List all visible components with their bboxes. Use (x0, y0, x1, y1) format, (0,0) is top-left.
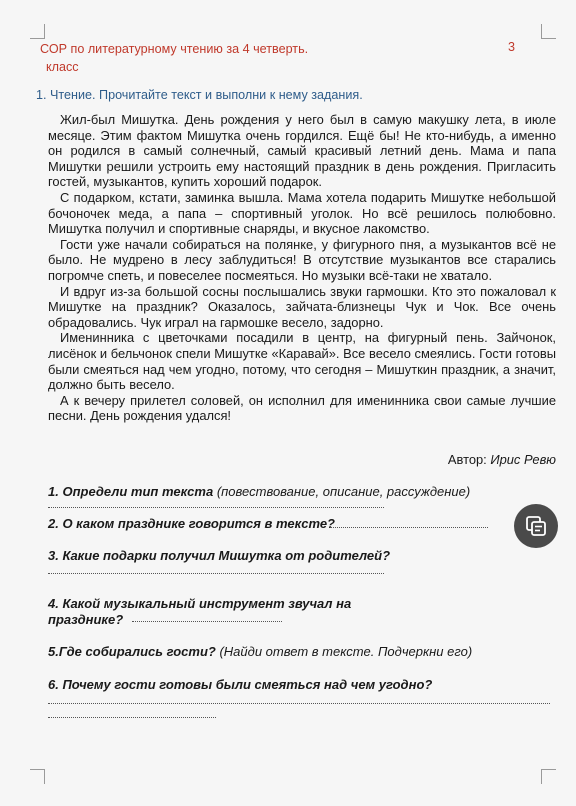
question-1-text: 1. Определи тип текста (48, 484, 214, 499)
answer-line-6a (48, 702, 550, 704)
answer-line-1 (48, 506, 384, 508)
question-4 (48, 596, 351, 628)
question-4-text-line-1: 4. Какой музыкальный инструмент звучал на (48, 596, 352, 611)
crop-mark-top-right (541, 24, 556, 39)
copy-text-button[interactable] (514, 504, 558, 548)
crop-mark-top-left (30, 24, 45, 39)
document-title (40, 40, 480, 76)
answer-line-4 (132, 620, 282, 622)
question-5-text: 5.Где собирались гости? (48, 644, 216, 659)
question-4-text-line-2: празднике? (48, 612, 124, 627)
question-1-hint: (повествование, описание, рассуждение) (216, 484, 471, 499)
author-name: Ирис Ревю (490, 452, 556, 467)
answer-line-3 (48, 572, 384, 574)
question-5 (48, 644, 472, 660)
crop-mark-bottom-right (541, 769, 556, 784)
question-3 (48, 548, 390, 564)
paragraph: Жил-был Мишутка. День рождения у него был в самую макушку лета, в июле месяце. Этим фактом Мишутка очень гордился. Ещё бы! Не кто-нибудь, а именно он родился в самый солнечный, самый красивый летний день. Мама и папа Мишутки решили устроить ему настоящий праздник в день рождения. Пригласить гостей, музыкантов, купить хороший подарок. (48, 112, 556, 190)
question-2-text: 2. О каком празднике говорится в тексте? (48, 516, 335, 531)
title-line-1: СОР по литературному чтению за 4 четверть. (40, 42, 309, 56)
question-6-text: 6. Почему гости готовы были смеяться над чем угодно? (48, 677, 433, 692)
question-2 (48, 516, 335, 532)
question-6 (48, 677, 432, 693)
answer-line-2 (330, 526, 488, 528)
question-5-hint: (Найди ответ в тексте. Подчеркни его) (219, 644, 473, 659)
answer-line-6b (48, 716, 216, 718)
author-line (448, 452, 556, 467)
author-label: Автор: (447, 452, 487, 467)
crop-mark-bottom-left (30, 769, 45, 784)
section-title: 1. Чтение. Прочитайте текст и выполни к нему задания. (36, 88, 363, 102)
reading-text (48, 112, 556, 424)
question-3-text: 3. Какие подарки получил Мишутка от родителей? (48, 548, 391, 563)
paragraph: Именинника с цветочками посадили в центр, на фигурный пень. Зайчонок, лисёнок и бельчонок спели Мишутке «Каравай». Все весело смеялись. Гости готовы были смеяться над чем угодно, потому, что сегодня – Мишуткин праздник, а значит, должно быть весело. (48, 330, 556, 393)
question-1 (48, 484, 470, 500)
paragraph: Гости уже начали собираться на полянке, у фигурного пня, а музыкантов всё не было. Не мудрено в лесу заблудиться! В отсутствие музыкантов все старались погромче спеть, и повеселее посмеяться. Но музыки всё-таки не хватало. (48, 236, 556, 283)
paragraph: И вдруг из-за большой сосны послышались звуки гармошки. Кто это пожаловал к Мишутке на праздник? Оказалось, зайчата-близнецы Чук и Чок. Все очень обрадовались. Чук играл на гармошке весело, задорно. (48, 283, 556, 330)
paragraph: С подарком, кстати, заминка вышла. Мама хотела подарить Мишутке небольшой бочоночек меда, а папа – спортивный уголок. Но всё решилось полюбовно. Мишутка получил и спортивные снаряды, и вкусное лакомство. (48, 189, 556, 237)
title-line-2: класс (46, 60, 79, 74)
paragraph: А к вечеру прилетел соловей, он исполнил для именинника свои самые лучшие песни. День рождения удался! (48, 392, 556, 424)
copy-text-icon (524, 514, 548, 538)
grade-number: 3 (508, 40, 516, 54)
